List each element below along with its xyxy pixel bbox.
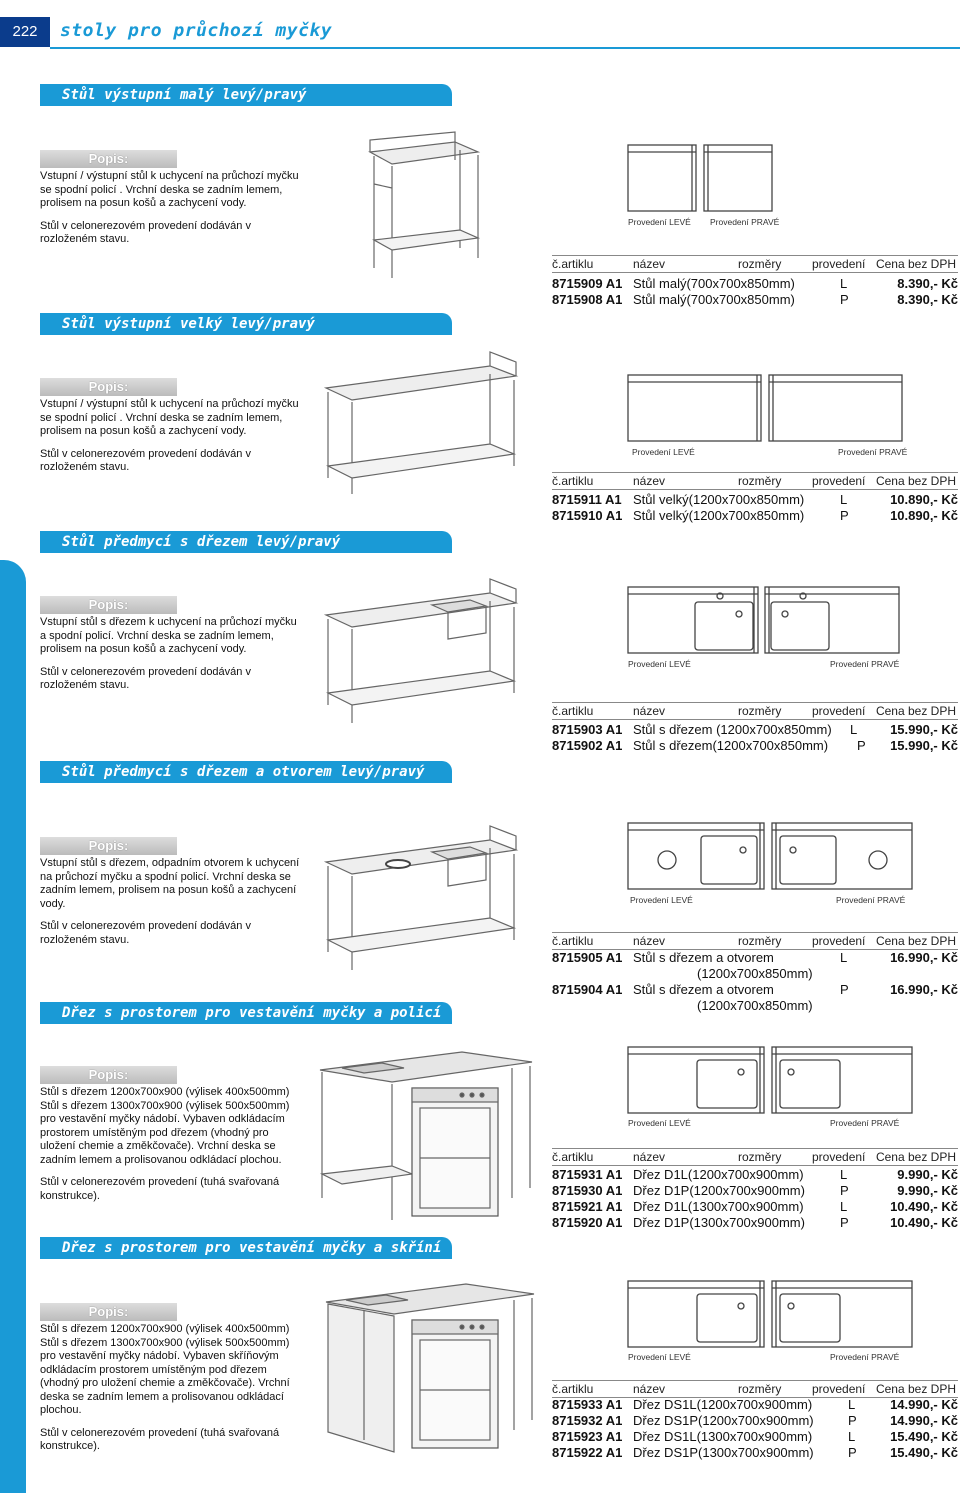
article-price: 10.890,- Kč xyxy=(890,508,958,523)
col-name: název xyxy=(633,1150,666,1164)
section-description xyxy=(40,398,300,484)
article-code: 8715930 A1 xyxy=(552,1183,623,1198)
col-side: provedení xyxy=(812,934,866,948)
article-price: 8.390,- Kč xyxy=(897,292,958,307)
product-image xyxy=(360,130,500,280)
table-row xyxy=(552,1445,958,1461)
popis-label: Popis: xyxy=(40,378,177,396)
article-name: Dřez D1L(1200x700x900mm) xyxy=(633,1167,804,1182)
section-description xyxy=(40,1323,300,1463)
header-rule xyxy=(50,47,960,49)
col-code: č.artiklu xyxy=(552,704,594,718)
article-price: 8.390,- Kč xyxy=(897,276,958,291)
layout-diagram xyxy=(625,584,905,656)
article-price: 10.890,- Kč xyxy=(890,492,958,507)
section-title-bar xyxy=(40,761,452,783)
col-side: provedení xyxy=(812,1150,866,1164)
description-text: Stůl v celonerezovém provedení (tuhá svařovaná konstrukce). xyxy=(40,1176,280,1202)
popis-label: Popis: xyxy=(40,596,177,614)
article-code: 8715902 A1 xyxy=(552,738,623,753)
section-title: Stůl předmycí s dřezem levý/pravý xyxy=(62,534,341,550)
table-row xyxy=(552,998,958,1014)
table-header xyxy=(552,702,958,720)
col-side: provedení xyxy=(812,474,866,488)
table-row xyxy=(552,292,958,308)
article-code: 8715933 A1 xyxy=(552,1397,623,1412)
description-text: Vstupní stůl s dřezem, odpadním otvorem k uchycení na průchozí myčku a spodní policí. Vrchní deska se zadním lemem, prolisem na posun košů a zachycení vody. xyxy=(40,857,300,910)
description-text: Stůl v celonerezovém provedení dodáván v rozloženém stavu. xyxy=(40,447,251,473)
article-code: 8715910 A1 xyxy=(552,508,623,523)
col-name: název xyxy=(633,934,666,948)
article-code: 8715920 A1 xyxy=(552,1215,623,1230)
col-name: název xyxy=(633,257,666,271)
article-side: L xyxy=(840,1199,848,1214)
table-row xyxy=(552,738,958,754)
layout-diagram xyxy=(625,1044,925,1116)
description-text: Stůl v celonerezovém provedení (tuhá svařovaná konstrukce). xyxy=(40,1426,280,1452)
variant-right-label: Provedení PRAVÉ xyxy=(838,447,908,457)
side-tab xyxy=(0,560,26,1493)
article-name: Stůl s dřezem a otvorem xyxy=(633,982,774,997)
article-name: Stůl velký(1200x700x850mm) xyxy=(633,508,805,523)
article-name: Dřez D1P(1200x700x900mm) xyxy=(633,1183,805,1198)
section-title-bar xyxy=(40,531,452,553)
table-header xyxy=(552,255,958,273)
variant-right-label: Provedení PRAVÉ xyxy=(830,1118,900,1128)
col-name: název xyxy=(633,474,666,488)
table-row xyxy=(552,722,958,738)
layout-diagram xyxy=(625,820,925,892)
description-text: Vstupní / výstupní stůl k uchycení na průchozí myčku se spodní policí . Vrchní deska se zadním lemem, prolisem na posun košů a zachycení vody. xyxy=(40,398,299,437)
article-side: P xyxy=(840,508,849,523)
article-price: 9.990,- Kč xyxy=(897,1167,958,1182)
article-price: 15.990,- Kč xyxy=(890,722,958,737)
table-row xyxy=(552,1413,958,1429)
article-side: L xyxy=(848,1429,856,1444)
col-dims: rozměry xyxy=(738,934,782,948)
article-side: L xyxy=(848,1397,856,1412)
col-name: název xyxy=(633,704,666,718)
popis-label: Popis: xyxy=(40,1303,177,1321)
col-code: č.artiklu xyxy=(552,934,594,948)
col-price: Cena bez DPH xyxy=(875,257,956,271)
article-side: P xyxy=(848,1413,857,1428)
section-title: Stůl výstupní velký levý/pravý xyxy=(62,316,315,332)
table-row xyxy=(552,492,958,508)
variant-left-label: Provedení LEVÉ xyxy=(628,659,691,669)
section-title: Dřez s prostorem pro vestavění myčky a skříní xyxy=(62,1240,442,1256)
article-dims: (1200x700x850mm) xyxy=(697,966,813,981)
col-dims: rozměry xyxy=(738,257,782,271)
table-header xyxy=(552,472,958,490)
section-title-bar xyxy=(40,313,452,335)
product-image xyxy=(318,1280,540,1456)
article-code: 8715932 A1 xyxy=(552,1413,623,1428)
variant-left-label: Provedení LEVÉ xyxy=(628,1118,691,1128)
page-number: 222 xyxy=(0,17,50,47)
col-dims: rozměry xyxy=(738,1150,782,1164)
col-code: č.artiklu xyxy=(552,1382,594,1396)
table-row xyxy=(552,1429,958,1445)
article-price: 16.990,- Kč xyxy=(890,950,958,965)
popis-label: Popis: xyxy=(40,150,177,168)
section-description xyxy=(40,616,300,702)
section-title: Dřez s prostorem pro vestavění myčky a policí xyxy=(62,1005,442,1021)
table-row xyxy=(552,1167,958,1183)
article-side: P xyxy=(840,1215,849,1230)
description-text: Vstupní / výstupní stůl k uchycení na průchozí myčku se spodní policí . Vrchní deska se zadním lemem, prolisem na posun košů a zachycení vody. xyxy=(40,170,299,209)
article-side: P xyxy=(840,982,849,997)
col-dims: rozměry xyxy=(738,1382,782,1396)
article-code: 8715922 A1 xyxy=(552,1445,623,1460)
description-text: Stůl v celonerezovém provedení dodáván v rozloženém stavu. xyxy=(40,920,251,946)
article-code: 8715931 A1 xyxy=(552,1167,623,1182)
article-name: Dřez DS1P(1300x700x900mm) xyxy=(633,1445,814,1460)
article-side: L xyxy=(840,1167,848,1182)
popis-label: Popis: xyxy=(40,1066,177,1084)
article-side: L xyxy=(840,950,848,965)
section-title: Stůl výstupní malý levý/pravý xyxy=(62,87,307,103)
product-image xyxy=(320,348,520,498)
article-name: Stůl s dřezem a otvorem xyxy=(633,950,774,965)
col-side: provedení xyxy=(812,1382,866,1396)
article-name: Stůl malý(700x700x850mm) xyxy=(633,292,795,307)
article-name: Dřez D1P(1300x700x900mm) xyxy=(633,1215,805,1230)
article-price: 14.990,- Kč xyxy=(890,1413,958,1428)
article-side: P xyxy=(840,292,849,307)
article-code: 8715909 A1 xyxy=(552,276,623,291)
variant-right-label: Provedení PRAVÉ xyxy=(830,659,900,669)
article-code: 8715921 A1 xyxy=(552,1199,623,1214)
col-code: č.artiklu xyxy=(552,1150,594,1164)
col-code: č.artiklu xyxy=(552,257,594,271)
variant-left-label: Provedení LEVÉ xyxy=(632,447,695,457)
article-name: Stůl s dřezem(1200x700x850mm) xyxy=(633,738,829,753)
layout-diagram xyxy=(625,142,775,214)
table-header xyxy=(552,932,958,950)
article-price: 10.490,- Kč xyxy=(890,1199,958,1214)
col-price: Cena bez DPH xyxy=(875,704,956,718)
article-name: Dřez DS1P(1200x700x900mm) xyxy=(633,1413,814,1428)
article-price: 9.990,- Kč xyxy=(897,1183,958,1198)
variant-right-label: Provedení PRAVÉ xyxy=(710,217,780,227)
article-side: L xyxy=(850,722,858,737)
section-description xyxy=(40,170,300,256)
table-row xyxy=(552,1215,958,1231)
col-side: provedení xyxy=(812,704,866,718)
description-text: Stůl v celonerezovém provedení dodáván v rozloženém stavu. xyxy=(40,665,251,691)
table-row xyxy=(552,1183,958,1199)
product-image xyxy=(312,1048,540,1224)
col-price: Cena bez DPH xyxy=(875,1382,956,1396)
description-text: Stůl s dřezem 1200x700x900 (výlisek 400x500mm) Stůl s dřezem 1300x700x900 (výlisek 500x500mm) pro vestavění myčky nádobí. Vybaven odkládacím prostorem umístěným pod dřezem (vhodný pro uložení chemie a změkčovače). Vrchní deska se zadním lemem a prolisovanou odkládací plochou. xyxy=(40,1086,290,1166)
article-side: L xyxy=(840,492,848,507)
article-price: 15.490,- Kč xyxy=(890,1429,958,1444)
section-description xyxy=(40,857,300,956)
article-name: Dřez D1L(1300x700x900mm) xyxy=(633,1199,804,1214)
article-side: P xyxy=(848,1445,857,1460)
article-price: 16.990,- Kč xyxy=(890,982,958,997)
table-row xyxy=(552,1397,958,1413)
table-row xyxy=(552,982,958,998)
article-price: 10.490,- Kč xyxy=(890,1215,958,1230)
description-text: Vstupní stůl s dřezem k uchycení na průchozí myčku a spodní policí. Vrchní deska se zadním lemem, prolisem na posun košů a zachycení vody. xyxy=(40,616,297,655)
description-text: Stůl s dřezem 1200x700x900 (výlisek 400x500mm) Stůl s dřezem 1300x700x900 (výlisek 500x500mm) pro vestavění myčky nádobí. Vybaven skříňovým odkládacím prostorem umístěným pod dřezem (vhodný pro uložení chemie a změkčovače). Vrchní deska se zadním lemem a prolisovanou odkládací plochou. xyxy=(40,1323,290,1416)
article-code: 8715903 A1 xyxy=(552,722,623,737)
article-code: 8715908 A1 xyxy=(552,292,623,307)
product-image xyxy=(320,822,520,974)
variant-right-label: Provedení PRAVÉ xyxy=(830,1352,900,1362)
article-code: 8715905 A1 xyxy=(552,950,623,965)
col-side: provedení xyxy=(812,257,866,271)
article-name: Dřez DS1L(1300x700x900mm) xyxy=(633,1429,813,1444)
col-name: název xyxy=(633,1382,666,1396)
section-title-bar xyxy=(40,1237,452,1259)
section-title: Stůl předmycí s dřezem a otvorem levý/pravý xyxy=(62,764,425,780)
description-text: Stůl v celonerezovém provedení dodáván v rozloženém stavu. xyxy=(40,219,251,245)
col-price: Cena bez DPH xyxy=(875,1150,956,1164)
col-code: č.artiklu xyxy=(552,474,594,488)
product-image xyxy=(320,575,520,727)
article-name: Stůl velký(1200x700x850mm) xyxy=(633,492,805,507)
table-header xyxy=(552,1148,958,1166)
col-price: Cena bez DPH xyxy=(875,934,956,948)
article-code: 8715923 A1 xyxy=(552,1429,623,1444)
table-row xyxy=(552,1199,958,1215)
article-price: 15.490,- Kč xyxy=(890,1445,958,1460)
article-price: 14.990,- Kč xyxy=(890,1397,958,1412)
article-name: Dřez DS1L(1200x700x900mm) xyxy=(633,1397,813,1412)
section-description xyxy=(40,1086,300,1212)
col-dims: rozměry xyxy=(738,704,782,718)
article-code: 8715911 A1 xyxy=(552,492,622,507)
variant-left-label: Provedení LEVÉ xyxy=(628,1352,691,1362)
article-side: L xyxy=(840,276,848,291)
table-row xyxy=(552,966,958,982)
variant-left-label: Provedení LEVÉ xyxy=(628,217,691,227)
layout-diagram xyxy=(625,372,920,444)
article-name: Stůl malý(700x700x850mm) xyxy=(633,276,795,291)
article-side: P xyxy=(840,1183,849,1198)
variant-right-label: Provedení PRAVÉ xyxy=(836,895,906,905)
article-price: 15.990,- Kč xyxy=(890,738,958,753)
article-code: 8715904 A1 xyxy=(552,982,623,997)
table-row xyxy=(552,508,958,524)
col-price: Cena bez DPH xyxy=(875,474,956,488)
table-header xyxy=(552,1380,958,1398)
layout-diagram xyxy=(625,1278,925,1350)
section-title-bar xyxy=(40,84,452,106)
variant-left-label: Provedení LEVÉ xyxy=(630,895,693,905)
article-side: P xyxy=(857,738,866,753)
article-dims: (1200x700x850mm) xyxy=(697,998,813,1013)
article-name: Stůl s dřezem (1200x700x850mm) xyxy=(633,722,832,737)
section-title-bar xyxy=(40,1002,452,1024)
col-dims: rozměry xyxy=(738,474,782,488)
table-row xyxy=(552,950,958,966)
popis-label: Popis: xyxy=(40,837,177,855)
table-row xyxy=(552,276,958,292)
page-title: stoly pro průchozí myčky xyxy=(60,20,333,41)
